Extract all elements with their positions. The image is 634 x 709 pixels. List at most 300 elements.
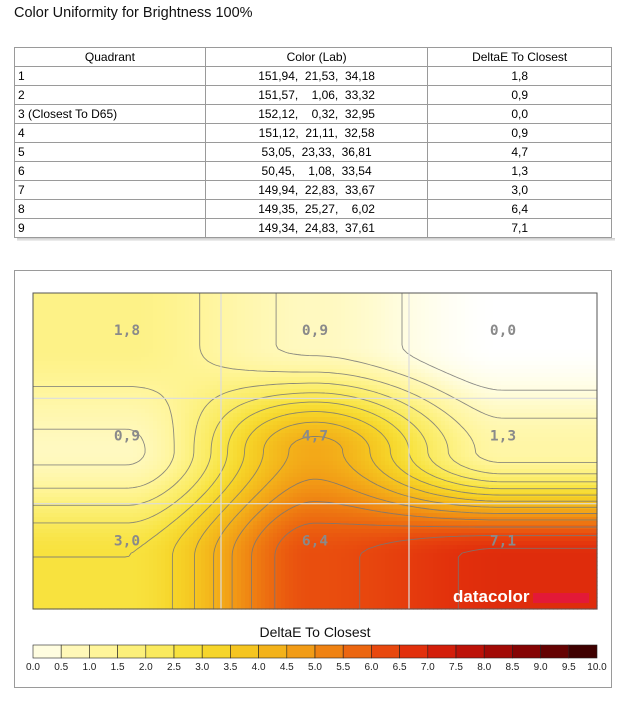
heat-cell: [33, 397, 38, 402]
heat-cell: [341, 333, 346, 338]
heat-cell: [337, 405, 342, 410]
heat-cell: [533, 345, 538, 350]
heat-cell: [365, 385, 370, 390]
heat-cell: [57, 329, 62, 334]
heat-cell: [41, 301, 46, 306]
heat-cell: [497, 309, 502, 314]
heat-cell: [325, 409, 330, 414]
heat-cell: [377, 325, 382, 330]
heat-cell: [501, 373, 506, 378]
heat-cell: [381, 329, 386, 334]
heat-cell: [261, 413, 266, 418]
heat-cell: [521, 421, 526, 426]
heat-cell: [293, 373, 298, 378]
heat-cell: [581, 413, 586, 418]
heat-cell: [469, 377, 474, 382]
heat-cell: [105, 381, 110, 386]
heat-cell: [105, 305, 110, 310]
heat-cell: [473, 393, 478, 398]
heat-cell: [285, 325, 290, 330]
heat-cell: [333, 425, 338, 430]
heat-cell: [101, 413, 106, 418]
heat-cell: [269, 309, 274, 314]
heat-cell: [469, 329, 474, 334]
heat-cell: [97, 381, 102, 386]
heat-cell: [161, 405, 166, 410]
heat-cell: [349, 377, 354, 382]
heat-cell: [421, 425, 426, 430]
heat-cell: [509, 305, 514, 310]
heat-cell: [221, 385, 226, 390]
heat-cell: [489, 397, 494, 402]
heat-cell: [333, 429, 338, 434]
heat-cell: [573, 313, 578, 318]
heat-cell: [149, 317, 154, 322]
heat-cell: [549, 293, 554, 298]
heat-cell: [77, 297, 82, 302]
heat-cell: [553, 365, 558, 370]
heat-cell: [589, 369, 594, 374]
heat-cell: [449, 345, 454, 350]
heat-cell: [49, 389, 54, 394]
heat-cell: [361, 401, 366, 406]
heat-cell: [381, 425, 386, 430]
heat-cell: [381, 337, 386, 342]
heat-cell: [129, 305, 134, 310]
heat-cell: [345, 297, 350, 302]
heat-cell: [193, 317, 198, 322]
heat-cell: [365, 341, 370, 346]
heat-cell: [461, 313, 466, 318]
heat-cell: [97, 293, 102, 298]
heat-cell: [81, 429, 86, 434]
heat-cell: [73, 369, 78, 374]
heat-cell: [453, 341, 458, 346]
heat-cell: [569, 401, 574, 406]
heat-cell: [565, 393, 570, 398]
heat-cell: [333, 389, 338, 394]
heat-cell: [537, 325, 542, 330]
heat-cell: [193, 353, 198, 358]
heat-cell: [245, 377, 250, 382]
heat-cell: [565, 313, 570, 318]
heat-cell: [93, 421, 98, 426]
heat-cell: [85, 293, 90, 298]
heat-cell: [161, 417, 166, 422]
heat-cell: [53, 417, 58, 422]
heat-cell: [65, 313, 70, 318]
heat-cell: [273, 385, 278, 390]
heat-cell: [177, 301, 182, 306]
heat-cell: [425, 373, 430, 378]
heat-cell: [237, 413, 242, 418]
heat-cell: [489, 393, 494, 398]
heat-cell: [537, 361, 542, 366]
heat-cell: [133, 413, 138, 418]
heat-cell: [185, 393, 190, 398]
heat-cell: [557, 313, 562, 318]
heat-cell: [553, 381, 558, 386]
heat-cell: [445, 297, 450, 302]
heat-cell: [221, 305, 226, 310]
heat-cell: [465, 425, 470, 430]
heat-cell: [173, 401, 178, 406]
heat-cell: [301, 417, 306, 422]
heat-cell: [481, 321, 486, 326]
heat-cell: [493, 377, 498, 382]
heat-cell: [341, 417, 346, 422]
heat-cell: [169, 333, 174, 338]
heat-cell: [365, 345, 370, 350]
heat-cell: [429, 425, 434, 430]
heat-cell: [577, 333, 582, 338]
heat-cell: [189, 405, 194, 410]
heat-cell: [553, 385, 558, 390]
heat-cell: [345, 421, 350, 426]
heat-cell: [381, 385, 386, 390]
heat-cell: [189, 333, 194, 338]
heat-cell: [513, 293, 518, 298]
heat-cell: [437, 417, 442, 422]
heat-cell: [209, 413, 214, 418]
heat-cell: [369, 313, 374, 318]
heat-cell: [469, 345, 474, 350]
heat-cell: [389, 429, 394, 434]
heat-cell: [333, 293, 338, 298]
heat-cell: [573, 301, 578, 306]
heat-cell: [121, 293, 126, 298]
heat-cell: [385, 329, 390, 334]
heat-cell: [517, 313, 522, 318]
heat-cell: [585, 425, 590, 430]
heat-cell: [365, 393, 370, 398]
heat-cell: [269, 389, 274, 394]
heat-cell: [57, 305, 62, 310]
heat-cell: [545, 381, 550, 386]
heat-cell: [133, 301, 138, 306]
heat-cell: [73, 361, 78, 366]
heat-cell: [53, 345, 58, 350]
heat-cell: [89, 333, 94, 338]
heat-cell: [193, 401, 198, 406]
heat-cell: [577, 353, 582, 358]
heat-cell: [113, 417, 118, 422]
heat-cell: [557, 409, 562, 414]
heat-cell: [157, 429, 162, 434]
heat-cell: [365, 381, 370, 386]
heat-cell: [161, 353, 166, 358]
heat-cell: [201, 321, 206, 326]
heat-cell: [501, 385, 506, 390]
heat-cell: [233, 381, 238, 386]
heat-cell: [93, 317, 98, 322]
heat-cell: [577, 317, 582, 322]
heat-cell: [513, 313, 518, 318]
heat-cell: [409, 325, 414, 330]
heat-cell: [553, 369, 558, 374]
heat-cell: [45, 393, 50, 398]
heat-cell: [585, 325, 590, 330]
heat-cell: [473, 333, 478, 338]
heat-cell: [365, 417, 370, 422]
heat-cell: [565, 325, 570, 330]
heat-cell: [233, 393, 238, 398]
heat-cell: [197, 361, 202, 366]
heat-cell: [97, 305, 102, 310]
heat-cell: [461, 373, 466, 378]
heat-cell: [473, 385, 478, 390]
heat-cell: [469, 417, 474, 422]
heat-cell: [509, 353, 514, 358]
heat-cell: [293, 361, 298, 366]
heat-cell: [81, 393, 86, 398]
heat-cell: [557, 421, 562, 426]
heat-cell: [421, 417, 426, 422]
heat-cell: [493, 345, 498, 350]
heat-cell: [437, 345, 442, 350]
heatmap-surface: [33, 293, 598, 610]
heat-cell: [453, 385, 458, 390]
heat-cell: [437, 381, 442, 386]
heat-cell: [481, 357, 486, 362]
heat-cell: [189, 353, 194, 358]
heat-cell: [113, 305, 118, 310]
heat-cell: [213, 409, 218, 414]
heat-cell: [185, 337, 190, 342]
heat-cell: [357, 305, 362, 310]
heat-cell: [101, 401, 106, 406]
heat-cell: [249, 417, 254, 422]
heatmap-chart: [15, 271, 613, 689]
heat-cell: [113, 365, 118, 370]
heat-cell: [41, 309, 46, 314]
color-lab-cell: 151,12, 21,11, 32,58: [205, 124, 428, 143]
heat-cell: [465, 293, 470, 298]
heat-cell: [333, 309, 338, 314]
heat-cell: [289, 345, 294, 350]
heat-cell: [305, 297, 310, 302]
heat-cell: [489, 405, 494, 410]
heat-cell: [413, 325, 418, 330]
heat-cell: [513, 361, 518, 366]
heat-cell: [353, 301, 358, 306]
heat-cell: [109, 313, 114, 318]
heat-cell: [157, 297, 162, 302]
heat-cell: [37, 317, 42, 322]
heat-cell: [497, 413, 502, 418]
heat-cell: [529, 373, 534, 378]
heat-cell: [445, 321, 450, 326]
heat-cell: [245, 429, 250, 434]
heat-cell: [509, 385, 514, 390]
heat-cell: [233, 317, 238, 322]
heat-cell: [109, 317, 114, 322]
heat-cell: [397, 293, 402, 298]
heat-cell: [569, 377, 574, 382]
heat-cell: [281, 337, 286, 342]
heat-cell: [321, 297, 326, 302]
heat-cell: [229, 377, 234, 382]
heat-cell: [373, 361, 378, 366]
heat-cell: [445, 397, 450, 402]
heat-cell: [41, 349, 46, 354]
heat-cell: [141, 305, 146, 310]
heat-cell: [553, 397, 558, 402]
heat-cell: [181, 309, 186, 314]
heat-cell: [81, 333, 86, 338]
heat-cell: [61, 397, 66, 402]
heat-cell: [177, 317, 182, 322]
heat-cell: [541, 409, 546, 414]
heat-cell: [537, 429, 542, 434]
heat-cell: [497, 381, 502, 386]
heat-cell: [77, 429, 82, 434]
heat-cell: [529, 305, 534, 310]
heat-cell: [425, 389, 430, 394]
heat-cell: [581, 385, 586, 390]
heat-cell: [157, 329, 162, 334]
heat-cell: [197, 353, 202, 358]
heat-cell: [37, 353, 42, 358]
heat-cell: [229, 313, 234, 318]
heat-cell: [561, 369, 566, 374]
heat-cell: [229, 349, 234, 354]
heat-cell: [149, 393, 154, 398]
heat-cell: [425, 297, 430, 302]
heat-cell: [425, 393, 430, 398]
heat-cell: [449, 409, 454, 414]
heat-cell: [365, 329, 370, 334]
heat-cell: [241, 337, 246, 342]
heat-cell: [353, 333, 358, 338]
heat-cell: [45, 313, 50, 318]
heat-cell: [377, 425, 382, 430]
heat-cell: [125, 377, 130, 382]
heat-cell: [161, 425, 166, 430]
heat-cell: [101, 325, 106, 330]
heat-cell: [557, 369, 562, 374]
heat-cell: [337, 409, 342, 414]
heat-cell: [65, 373, 70, 378]
heat-cell: [41, 417, 46, 422]
heat-cell: [241, 413, 246, 418]
heat-cell: [285, 297, 290, 302]
heat-cell: [269, 337, 274, 342]
heat-cell: [409, 417, 414, 422]
heat-cell: [73, 421, 78, 426]
heat-cell: [293, 301, 298, 306]
heat-cell: [445, 305, 450, 310]
heat-cell: [257, 305, 262, 310]
heat-cell: [45, 381, 50, 386]
heat-cell: [385, 409, 390, 414]
heat-cell: [157, 345, 162, 350]
heat-cell: [489, 309, 494, 314]
heat-cell: [33, 373, 38, 378]
heat-cell: [301, 317, 306, 322]
heat-cell: [473, 297, 478, 302]
heat-cell: [165, 425, 170, 430]
heat-cell: [509, 389, 514, 394]
heat-cell: [209, 301, 214, 306]
heat-cell: [165, 429, 170, 434]
heat-cell: [301, 341, 306, 346]
heat-cell: [253, 305, 258, 310]
heat-cell: [549, 417, 554, 422]
heat-cell: [89, 413, 94, 418]
heat-cell: [277, 313, 282, 318]
heat-cell: [177, 329, 182, 334]
heat-cell: [493, 405, 498, 410]
page-title: Color Uniformity for Brightness 100%: [14, 5, 253, 21]
heat-cell: [341, 345, 346, 350]
heat-cell: [561, 377, 566, 382]
heat-cell: [265, 337, 270, 342]
heat-cell: [69, 365, 74, 370]
heat-cell: [557, 389, 562, 394]
heat-cell: [529, 369, 534, 374]
heat-cell: [177, 389, 182, 394]
heat-cell: [33, 433, 38, 438]
heat-cell: [293, 317, 298, 322]
heat-cell: [533, 373, 538, 378]
heat-cell: [129, 361, 134, 366]
heat-cell: [509, 349, 514, 354]
heat-cell: [293, 417, 298, 422]
heat-cell: [321, 309, 326, 314]
heat-cell: [533, 385, 538, 390]
heat-cell: [529, 349, 534, 354]
heat-cell: [233, 361, 238, 366]
heat-cell: [377, 305, 382, 310]
heat-cell: [577, 429, 582, 434]
heat-cell: [237, 329, 242, 334]
heat-cell: [141, 301, 146, 306]
heat-cell: [73, 317, 78, 322]
heat-cell: [145, 369, 150, 374]
heat-cell: [333, 333, 338, 338]
heat-cell: [85, 361, 90, 366]
heat-cell: [57, 341, 62, 346]
heat-cell: [41, 317, 46, 322]
heat-cell: [237, 313, 242, 318]
heat-cell: [429, 337, 434, 342]
heat-cell: [421, 293, 426, 298]
heat-cell: [573, 421, 578, 426]
heat-cell: [45, 421, 50, 426]
heat-cell: [449, 321, 454, 326]
heat-cell: [249, 329, 254, 334]
heat-cell: [573, 361, 578, 366]
heat-cell: [177, 417, 182, 422]
heat-cell: [441, 301, 446, 306]
heat-cell: [477, 377, 482, 382]
heat-cell: [453, 337, 458, 342]
heat-cell: [537, 397, 542, 402]
uniformity-table: [14, 47, 612, 238]
heat-cell: [309, 357, 314, 362]
heat-cell: [321, 417, 326, 422]
heat-cell: [133, 345, 138, 350]
heat-cell: [481, 381, 486, 386]
heat-cell: [169, 377, 174, 382]
heat-cell: [121, 349, 126, 354]
heat-cell: [129, 401, 134, 406]
heat-cell: [553, 349, 558, 354]
heat-cell: [105, 369, 110, 374]
heat-cell: [225, 405, 230, 410]
heat-cell: [65, 349, 70, 354]
